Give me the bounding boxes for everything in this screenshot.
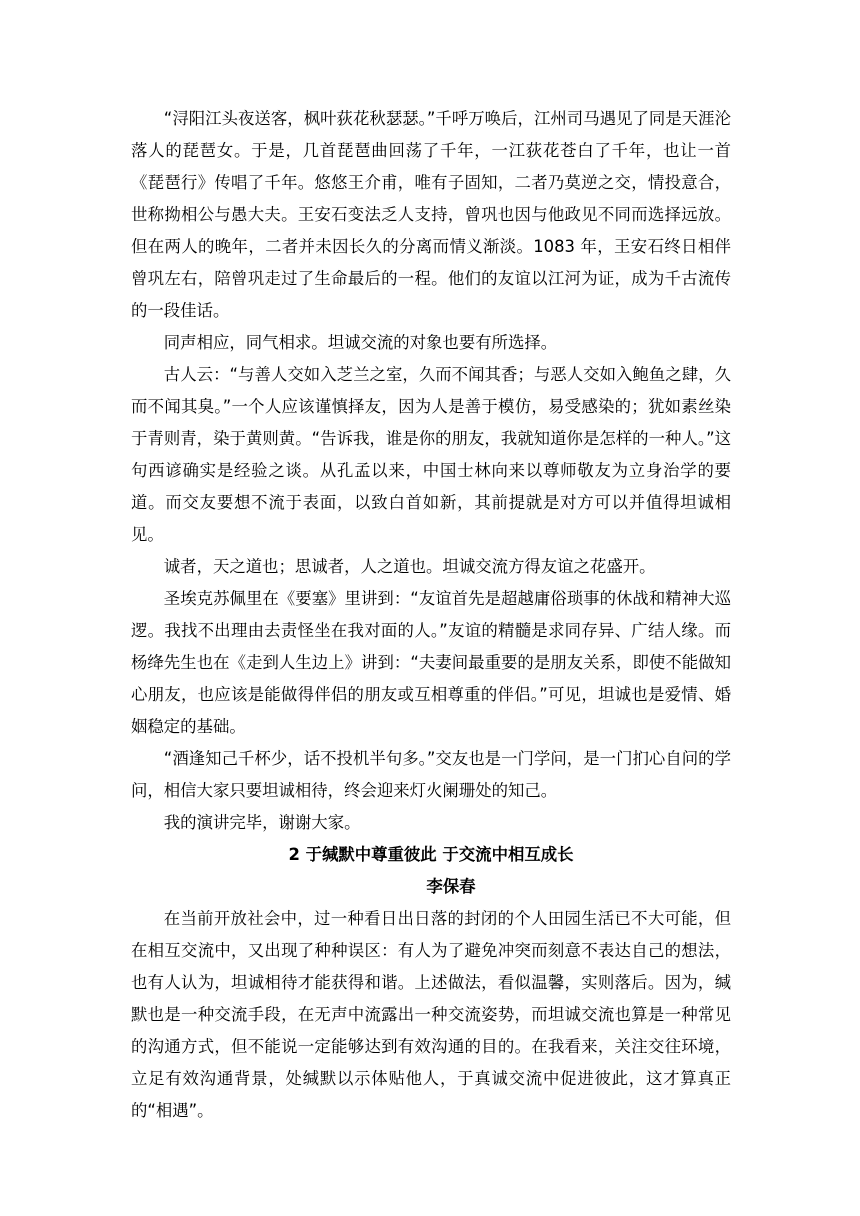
essay-title: 2 于缄默中尊重彼此 于交流中相互成长	[288, 845, 574, 864]
paragraph-jiufeng: “酒逢知己千杯少，话不投机半句多。”交友也是一门学问，是一门扪心自问的学问，相信大家只要坦诚相待，终会迎来灯火阑珊处的知己。	[131, 749, 731, 800]
paragraph-saint-exupery: 圣埃克苏佩里在《要塞》里讲到：“友谊首先是超越庸俗琐事的休战和精神大巡逻。我找不出理由去责怪坐在我对面的人。”友谊的精髓是求同存异、广结人缘。而杨绛先生也在《走到人生边上》讲到：“夫妻间最重要的是朋友关系，即使不能做知心朋友，也应该是能做得伴侣的朋友或互相尊重的伴侣。”可见，坦诚也是爱情、婚姻稳定的基础。	[131, 589, 731, 736]
essay-author: 李保春	[426, 877, 476, 896]
paragraph-essay2-body: 在当前开放社会中，过一种看日出日落的封闭的个人田园生活已不大可能，但在相互交流中，又出现了种种误区：有人为了避免冲突而刻意不表达自己的想法，也有人认为，坦诚相待才能获得和谐。上述做法，看似温馨，实则落后。因为，缄默也是一种交流手段，在无声中流露出一种交流姿势，而坦诚交流也算是一种常见的沟通方式，但不能说一定能够达到有效沟通的目的。在我看来，关注交往环境，立足有效沟通背景，处缄默以示体贴他人，于真诚交流中促进彼此，这才算真正的“相遇”。	[131, 909, 731, 1120]
document-page	[131, 103, 731, 1127]
paragraph-gurenyun: 古人云：“与善人交如入芝兰之室，久而不闻其香；与恶人交如入鲍鱼之肆，久而不闻其臭。”一个人应该谨慎择友，因为人是善于模仿，易受感染的；犹如素丝染于青则青，染于黄则黄。“告诉我，谁是你的朋友，我就知道你是怎样的一种人。”这句西谚确实是经验之谈。从孔孟以来，中国士林向来以尊师敬友为立身治学的要道。而交友要想不流于表面，以致白首如新，其前提就是对方可以并值得坦诚相见。	[131, 365, 731, 544]
paragraph-tongsheng: 同声相应，同气相求。坦诚交流的对象也要有所选择。	[163, 333, 558, 352]
paragraph-chengzhe: 诚者，天之道也；思诚者，人之道也。坦诚交流方得友谊之花盛开。	[163, 557, 656, 576]
paragraph-closing: 我的演讲完毕，谢谢大家。	[163, 813, 361, 832]
paragraph-xunyang: “浔阳江头夜送客，枫叶荻花秋瑟瑟。”千呼万唤后，江州司马遇见了同是天涯沦落人的琵琶女。于是，几首琵琶曲回荡了千年，一江荻花苍白了千年，也让一首《琵琶行》传唱了千年。悠悠王介甫，唯有子固知，二者乃莫逆之交，情投意合，世称拗相公与愚大夫。王安石变法乏人支持，曾巩也因与他政见不同而选择远放。但在两人的晚年，二者并未因长久的分离而情义渐淡。1083 年，王安石终日相伴曾巩左右，陪曾巩走过了生命最后的一程。他们的友谊以江河为证，成为千古流传的一段佳话。	[131, 109, 731, 320]
